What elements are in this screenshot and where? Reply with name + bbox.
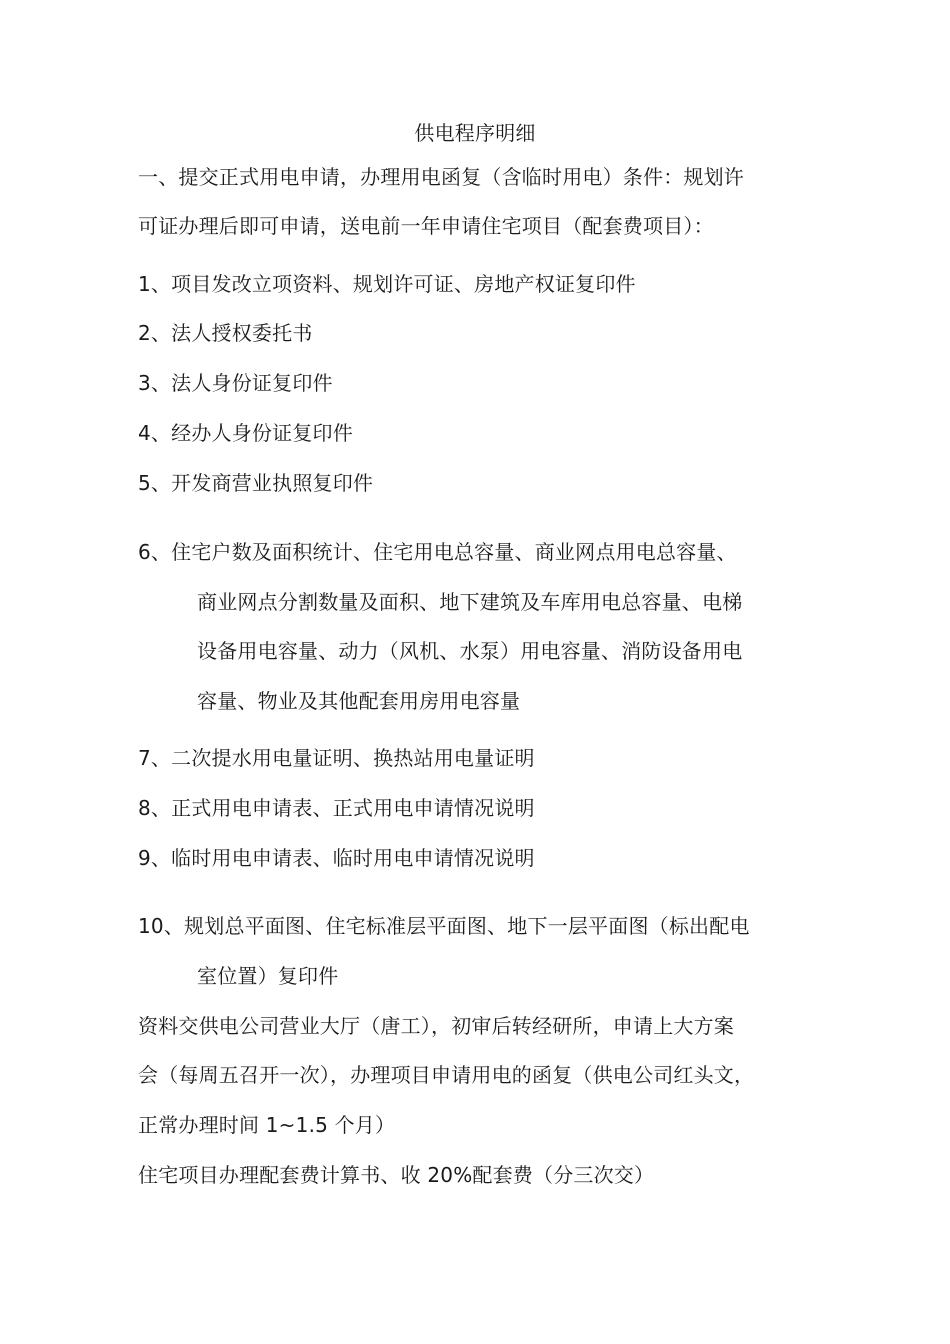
list-item-6-line-4: 容量、物业及其他配套用房用电容量 — [197, 689, 521, 713]
note-line-1: 资料交供电公司营业大厅（唐工），初审后转经研所，申请上大方案 — [138, 1014, 734, 1038]
intro-line-2: 可证办理后即可申请，送电前一年申请住宅项目（配套费项目）： — [138, 214, 714, 238]
list-item-6-line-1: 6、住宅户数及面积统计、住宅用电总容量、商业网点用电总容量、 — [138, 540, 737, 564]
list-item-10-line-2: 室位置）复印件 — [197, 964, 339, 988]
note-line-4: 住宅项目办理配套费计算书、收 20%配套费（分三次交） — [138, 1163, 655, 1187]
list-item-8: 8、正式用电申请表、正式用电申请情况说明 — [138, 796, 535, 820]
intro-line-1: 一、提交正式用电申请，办理用电函复（含临时用电）条件：规划许 — [138, 165, 744, 189]
list-item-3: 3、法人身份证复印件 — [138, 371, 333, 395]
list-item-1: 1、项目发改立项资料、规划许可证、房地产权证复印件 — [138, 272, 636, 296]
list-item-5: 5、开发商营业执照复印件 — [138, 471, 374, 495]
list-item-6-line-3: 设备用电容量、动力（风机、水泵）用电容量、消防设备用电 — [197, 639, 743, 663]
list-item-7: 7、二次提水用电量证明、换热站用电量证明 — [138, 746, 535, 770]
list-item-6-line-2: 商业网点分割数量及面积、地下建筑及车库用电总容量、电梯 — [197, 590, 743, 614]
list-item-9: 9、临时用电申请表、临时用电申请情况说明 — [138, 846, 535, 870]
document-title: 供电程序明细 — [414, 121, 536, 145]
list-item-10-line-1: 10、规划总平面图、住宅标准层平面图、地下一层平面图（标出配电 — [138, 914, 750, 938]
note-line-2: 会（每周五召开一次），办理项目申请用电的函复（供电公司红头文， — [138, 1063, 755, 1087]
list-item-4: 4、经办人身份证复印件 — [138, 421, 353, 445]
note-line-3: 正常办理时间 1~1.5 个月） — [138, 1113, 396, 1137]
list-item-2: 2、法人授权委托书 — [138, 321, 313, 345]
